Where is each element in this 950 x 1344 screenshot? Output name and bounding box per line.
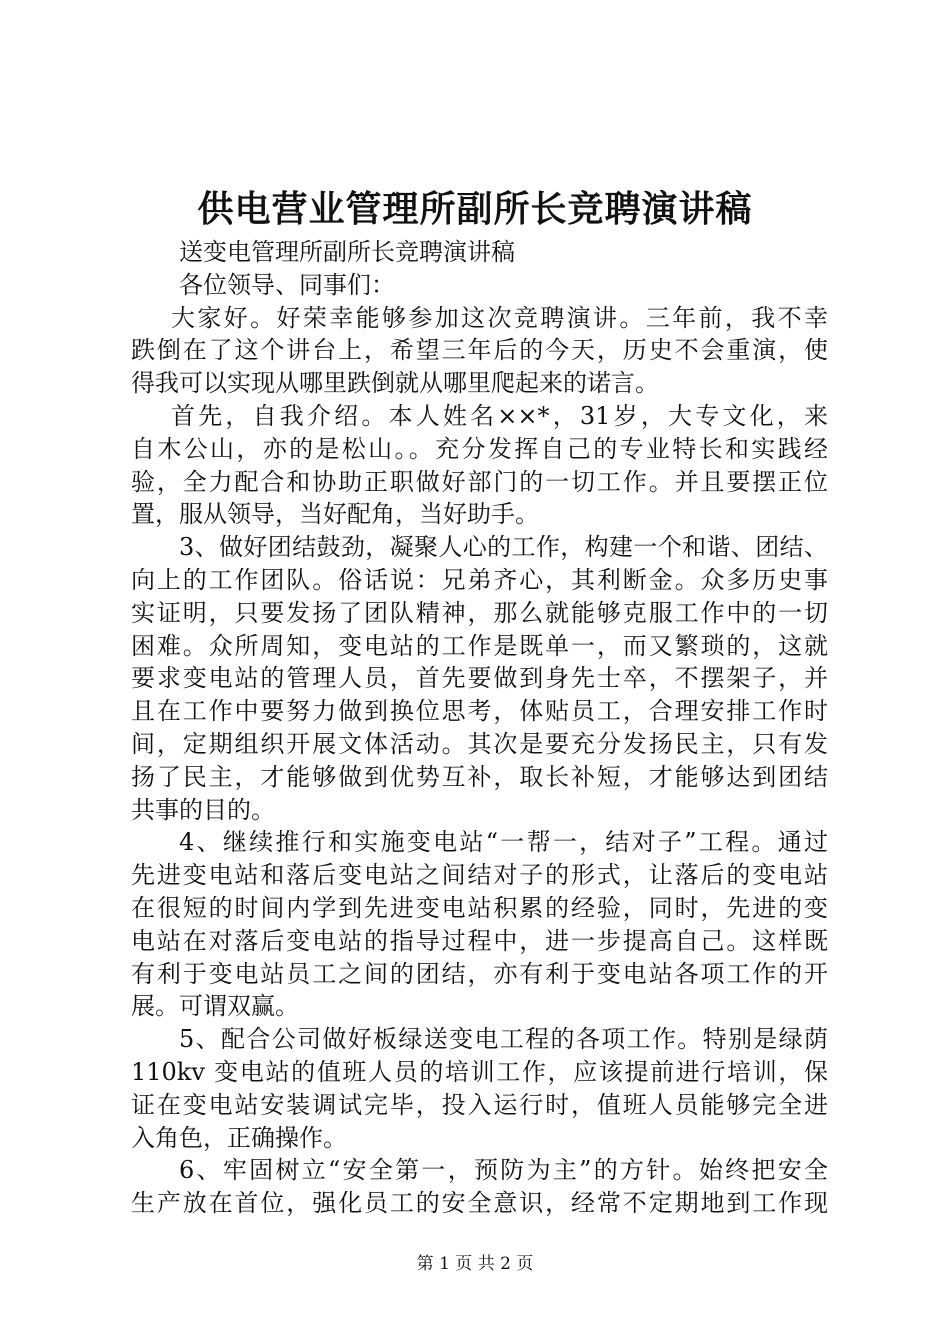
- paragraph-line: 电站在对落后变电站的指导过程中，进一步提高自己。这样既: [131, 926, 828, 955]
- paragraph-line: 5、配合公司做好板绿送变电工程的各项工作。特别是绿荫: [179, 1025, 828, 1054]
- paragraph-line: 6、牢固树立“安全第一，预防为主”的方针。始终把安全: [179, 1156, 828, 1185]
- paragraph-line: 置，服从领导，当好配角，当好助手。: [131, 500, 539, 529]
- paragraph-line: 3、做好团结鼓劲，凝聚人心的工作，构建一个和谐、团结、: [179, 533, 828, 562]
- paragraph-line: 110kv 变电站的值班人员的培训工作，应该提前进行培训，保: [131, 1057, 828, 1086]
- paragraph-line: 证在变电站安装调试完毕，投入运行时，值班人员能够完全进: [131, 1090, 828, 1119]
- paragraph-line: 间，定期组织开展文体活动。其次是要充分发扬民主，只有发: [131, 729, 828, 758]
- page-footer: 第 1 页 共 2 页: [416, 1254, 534, 1274]
- paragraph-line: 扬了民主，才能够做到优势互补，取长补短，才能够达到团结: [131, 762, 828, 791]
- paragraph-line: 有利于变电站员工之间的团结，亦有利于变电站各项工作的开: [131, 959, 828, 988]
- subtitle-line: 送变电管理所副所长竞聘演讲稿: [179, 238, 515, 266]
- paragraph-line: 展。可谓双赢。: [131, 992, 299, 1021]
- paragraph-line: 验，全力配合和协助正职做好部门的一切工作。并且要摆正位: [131, 467, 828, 496]
- paragraph-line: 生产放在首位，强化员工的安全意识，经常不定期地到工作现: [131, 1189, 828, 1218]
- paragraph-line: 且在工作中要努力做到换位思考，体贴员工，合理安排工作时: [131, 697, 828, 726]
- paragraph-line: 在很短的时间内学到先进变电站积累的经验，同时，先进的变: [131, 893, 828, 922]
- document-body: [131, 236, 828, 1220]
- paragraph-line: 先进变电站和落后变电站之间结对子的形式，让落后的变电站: [131, 861, 828, 890]
- paragraph-line: 共事的目的。: [131, 795, 275, 824]
- paragraph-line: 要求变电站的管理人员，首先要做到身先士卒，不摆架子，并: [131, 664, 828, 693]
- paragraph-line: 困难。众所周知，变电站的工作是既单一，而又繁琐的，这就: [131, 631, 828, 660]
- salutation-line: 各位领导、同事们：: [179, 270, 395, 299]
- paragraph-line: 得我可以实现从哪里跌倒就从哪里爬起来的诺言。: [131, 369, 659, 398]
- paragraph-line: 实证明，只要发扬了团队精神，那么就能够克服工作中的一切: [131, 598, 828, 627]
- paragraph-line: 大家好。好荣幸能够参加这次竞聘演讲。三年前，我不幸: [171, 303, 828, 332]
- paragraph-line: 首先，自我介绍。本人姓名××*，31岁，大专文化，来: [171, 401, 828, 430]
- document-title: 供电营业管理所副所长竞聘演讲稿: [197, 188, 753, 230]
- paragraph-line: 跌倒在了这个讲台上，希望三年后的今天，历史不会重演，使: [131, 336, 828, 365]
- paragraph-line: 4、继续推行和实施变电站“一帮一，结对子”工程。通过: [179, 828, 828, 857]
- paragraph-line: 自木公山，亦的是松山。。充分发挥自己的专业特长和实践经: [131, 434, 828, 463]
- paragraph-line: 向上的工作团队。俗话说：兄弟齐心，其利断金。众多历史事: [131, 565, 828, 594]
- paragraph-line: 入角色，正确操作。: [131, 1123, 347, 1152]
